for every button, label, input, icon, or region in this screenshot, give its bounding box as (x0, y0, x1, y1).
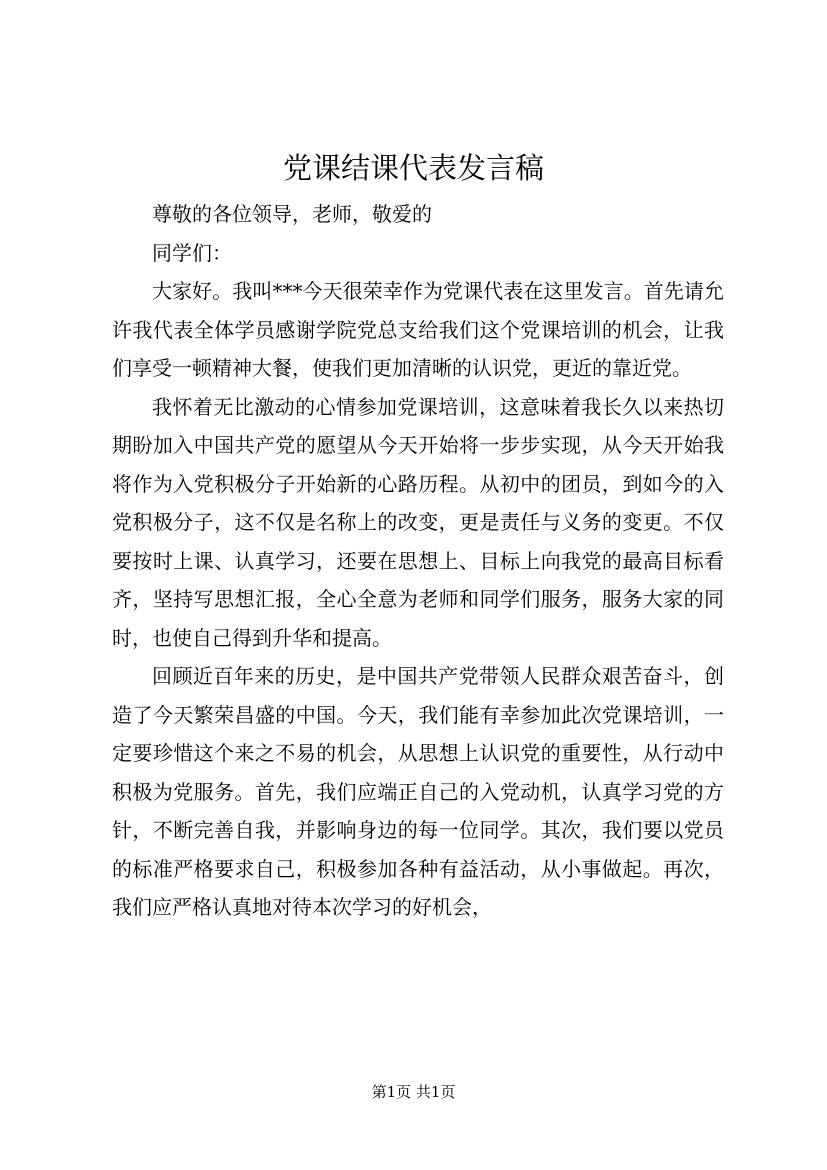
salutation-line-2: 同学们： (152, 240, 232, 265)
document-body (112, 195, 724, 927)
document-title: 党课结课代表发言稿 (282, 151, 544, 185)
salutation-line-1: 尊敬的各位领导，老师，敬爱的 (152, 202, 432, 226)
paragraph-motivation: 我怀着无比激动的心情参加党课培训，这意味着我长久以来热切期盼加入中国共产党的愿望从今天开始将一步步实现，从今天开始我将作为入党积极分子开始新的心路历程。从初中的团员，到如今的入党积极分子，这不仅是名称上的改变，更是责任与义务的变更。不仅要按时上课、认真学习，还要在思想上、目标上向我党的最高目标看齐，坚持写思想汇报，全心全意为老师和同学们服务，服务大家的同时，也使自己得到升华和提高。 (112, 394, 724, 650)
paragraph-greeting: 大家好。我叫***今天很荣幸作为党课代表在这里发言。首先请允许我代表全体学员感谢学院党总支给我们这个党课培训的机会，让我们享受一顿精神大餐，使我们更加清晰的认识党，更近的靠近党。 (112, 279, 724, 380)
paragraph-history: 回顾近百年来的历史，是中国共产党带领人民群众艰苦奋斗，创造了今天繁荣昌盛的中国。今天，我们能有幸参加此次党课培训，一定要珍惜这个来之不易的机会，从思想上认识党的重要性，从行动中积极为党服务。首先，我们应端正自己的入党动机，认真学习党的方针，不断完善自我，并影响身边的每一位同学。其次，我们要以党员的标准严格要求自己，积极参加各种有益活动，从小事做起。再次，我们应严格认真地对待本次学习的好机会， (112, 664, 724, 919)
page-footer: 第1页 共1页 (371, 1083, 456, 1101)
